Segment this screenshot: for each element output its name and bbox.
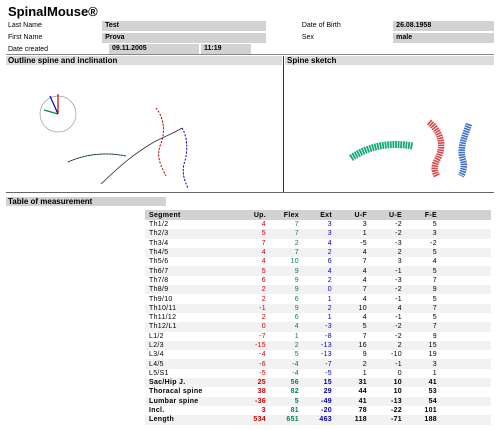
table-row bbox=[145, 257, 491, 266]
outline-section-title: Outline spine and inclination bbox=[6, 56, 282, 65]
cell-segment: Thoracal spine bbox=[149, 388, 203, 396]
panel-divider bbox=[283, 56, 284, 192]
header-ext: Ext bbox=[320, 211, 332, 219]
cell-f-e: 5 bbox=[432, 267, 437, 275]
info-row-3 bbox=[6, 44, 494, 55]
cell-ext: 15 bbox=[323, 379, 332, 387]
outline-spine-drawing bbox=[6, 66, 282, 191]
cell-u-f: 41 bbox=[358, 397, 367, 405]
table-row bbox=[145, 350, 491, 359]
cell-ext: -8 bbox=[325, 332, 332, 340]
cell-flex: 2 bbox=[294, 342, 299, 349]
dob-label: Date of Birth bbox=[301, 22, 341, 29]
table-row bbox=[145, 387, 491, 396]
table-row bbox=[145, 276, 491, 285]
cell-u-f: 5 bbox=[362, 323, 367, 331]
cell-ext: 463 bbox=[319, 416, 332, 424]
cell-up: 7 bbox=[261, 239, 266, 247]
header-u-f: U-F bbox=[354, 211, 367, 219]
cell-f-e: -2 bbox=[430, 239, 437, 247]
table-section-title: Table of measurement bbox=[6, 197, 166, 206]
cell-flex: 81 bbox=[290, 407, 299, 415]
table-row bbox=[145, 415, 491, 424]
cell-f-e: 4 bbox=[432, 258, 437, 266]
cell-ext: 1 bbox=[327, 295, 332, 303]
cell-u-f: -5 bbox=[360, 239, 367, 247]
cell-ext: -49 bbox=[320, 397, 332, 405]
cell-u-e: -1 bbox=[395, 267, 402, 275]
cell-ext: 3 bbox=[327, 221, 332, 229]
header-f-e: F-E bbox=[424, 211, 437, 219]
table-row bbox=[145, 248, 491, 257]
cell-up: 5 bbox=[261, 267, 266, 275]
cell-u-e: 0 bbox=[397, 369, 402, 377]
cell-flex: 2 bbox=[294, 239, 299, 247]
cell-u-e: 4 bbox=[397, 304, 402, 312]
cell-segment: Lumbar spine bbox=[149, 397, 199, 405]
cell-up: 4 bbox=[261, 249, 266, 257]
cell-flex: 7 bbox=[294, 230, 299, 238]
cell-flex: 9 bbox=[294, 304, 299, 312]
date-created-label: Date created bbox=[8, 45, 49, 53]
cell-ext: 2 bbox=[327, 276, 332, 284]
cell-u-f: 118 bbox=[354, 416, 367, 424]
cell-ext: -13 bbox=[320, 342, 332, 349]
cell-segment: Th4/5 bbox=[149, 249, 169, 257]
cell-u-e: 10 bbox=[393, 388, 402, 396]
cell-u-f: 7 bbox=[362, 286, 367, 294]
cell-up: 2 bbox=[261, 286, 266, 294]
cell-up: 25 bbox=[257, 379, 266, 387]
cell-f-e: 9 bbox=[432, 332, 437, 340]
table-row bbox=[145, 285, 491, 294]
cell-f-e: 41 bbox=[428, 379, 437, 387]
table-row bbox=[145, 369, 491, 378]
cell-ext: -3 bbox=[325, 323, 332, 331]
cell-f-e: 7 bbox=[432, 323, 437, 331]
inclination-indicator bbox=[40, 94, 76, 132]
cell-u-e: 2 bbox=[397, 342, 402, 349]
cell-u-f: 3 bbox=[362, 221, 367, 229]
cell-f-e: 54 bbox=[428, 397, 437, 405]
cell-ext: -20 bbox=[320, 407, 332, 415]
cell-up: -1 bbox=[259, 304, 266, 312]
cell-flex: 1 bbox=[294, 332, 299, 340]
sketch-ext-spine bbox=[461, 124, 469, 176]
cell-u-f: 44 bbox=[358, 388, 367, 396]
cell-f-e: 7 bbox=[432, 304, 437, 312]
table-row bbox=[145, 322, 491, 331]
cell-segment: L2/3 bbox=[149, 342, 164, 349]
cell-u-e: 2 bbox=[397, 249, 402, 257]
date-created-value: 09.11.2005 bbox=[109, 44, 199, 54]
cell-ext: 2 bbox=[327, 249, 332, 257]
cell-u-e: -2 bbox=[395, 286, 402, 294]
cell-ext: 4 bbox=[327, 239, 332, 247]
cell-up: -6 bbox=[259, 360, 266, 368]
inclination-ext-line bbox=[50, 96, 58, 114]
cell-f-e: 101 bbox=[424, 407, 437, 415]
outline-mid-curve bbox=[101, 128, 182, 184]
cell-u-e: -2 bbox=[395, 332, 402, 340]
cell-f-e: 188 bbox=[424, 416, 437, 424]
cell-ext: -5 bbox=[325, 369, 332, 377]
cell-segment: Th11/12 bbox=[149, 314, 177, 322]
cell-flex: 651 bbox=[286, 416, 299, 424]
table-row bbox=[145, 239, 491, 248]
cell-u-f: 7 bbox=[362, 332, 367, 340]
cell-up: -36 bbox=[254, 397, 266, 405]
cell-f-e: 5 bbox=[432, 221, 437, 229]
cell-flex: 9 bbox=[294, 276, 299, 284]
cell-u-e: -10 bbox=[390, 351, 402, 359]
cell-u-f: 4 bbox=[362, 249, 367, 257]
cell-flex: 9 bbox=[294, 286, 299, 294]
cell-f-e: 3 bbox=[432, 230, 437, 238]
cell-up: 534 bbox=[253, 416, 266, 424]
cell-flex: -4 bbox=[292, 360, 299, 368]
cell-up: 6 bbox=[261, 276, 266, 284]
info-row-2 bbox=[6, 32, 494, 43]
cell-u-e: -2 bbox=[395, 323, 402, 331]
cell-flex: 10 bbox=[290, 258, 299, 266]
first-name-value: Prova bbox=[102, 33, 266, 43]
cell-ext: -7 bbox=[325, 360, 332, 368]
table-row bbox=[145, 378, 491, 387]
cell-flex: 5 bbox=[294, 351, 299, 359]
cell-u-f: 9 bbox=[362, 351, 367, 359]
table-row bbox=[145, 406, 491, 415]
outline-ext-dots bbox=[182, 128, 188, 188]
sketch-flex-spine bbox=[351, 145, 413, 159]
cell-u-f: 78 bbox=[358, 407, 367, 415]
cell-up: 2 bbox=[261, 295, 266, 303]
cell-ext: 1 bbox=[327, 314, 332, 322]
cell-up: -5 bbox=[259, 369, 266, 377]
cell-u-e: -1 bbox=[395, 295, 402, 303]
header-up: Up. bbox=[253, 211, 266, 219]
last-name-label: Last Name bbox=[8, 22, 42, 29]
cell-f-e: 7 bbox=[432, 276, 437, 284]
cell-up: 5 bbox=[261, 230, 266, 238]
cell-segment: Th7/8 bbox=[149, 276, 169, 284]
spine-sketch-drawing bbox=[285, 66, 494, 191]
cell-segment: Th5/6 bbox=[149, 258, 169, 266]
cell-flex: 56 bbox=[290, 379, 299, 387]
cell-segment: L1/2 bbox=[149, 332, 164, 340]
time-created-value: 11:19 bbox=[201, 44, 251, 54]
cell-up: -4 bbox=[259, 351, 266, 359]
sketch-section-title: Spine sketch bbox=[285, 56, 494, 65]
cell-ext: 4 bbox=[327, 267, 332, 275]
cell-ext: 6 bbox=[327, 258, 332, 266]
cell-f-e: 53 bbox=[428, 388, 437, 396]
cell-up: 38 bbox=[257, 388, 266, 396]
cell-u-e: -2 bbox=[395, 221, 402, 229]
first-name-label: First Name bbox=[8, 34, 43, 41]
info-row-1 bbox=[6, 20, 494, 31]
cell-segment: Th3/4 bbox=[149, 239, 169, 247]
cell-segment: L3/4 bbox=[149, 351, 164, 359]
cell-u-f: 4 bbox=[362, 295, 367, 303]
cell-u-e: -3 bbox=[395, 276, 402, 284]
cell-segment: Sac/Hip J. bbox=[149, 379, 186, 387]
cell-segment: Th8/9 bbox=[149, 286, 169, 294]
cell-u-e: 10 bbox=[393, 379, 402, 387]
sex-value: male bbox=[393, 33, 494, 43]
app-title: SpinalMouse® bbox=[8, 4, 98, 19]
cell-u-f: 4 bbox=[362, 267, 367, 275]
cell-segment: L5/S1 bbox=[149, 369, 169, 377]
cell-u-e: -71 bbox=[390, 416, 402, 424]
table-row bbox=[145, 359, 491, 368]
cell-segment: Incl. bbox=[149, 407, 165, 415]
cell-f-e: 5 bbox=[432, 295, 437, 303]
cell-flex: 82 bbox=[290, 388, 299, 396]
table-row bbox=[145, 332, 491, 341]
dob-value: 26.08.1958 bbox=[393, 21, 494, 31]
table-row bbox=[145, 313, 491, 322]
cell-ext: 3 bbox=[327, 230, 332, 238]
cell-segment: Th12/L1 bbox=[149, 323, 177, 331]
cell-flex: 9 bbox=[294, 267, 299, 275]
cell-segment: Th2/3 bbox=[149, 230, 169, 238]
cell-f-e: 9 bbox=[432, 286, 437, 294]
cell-u-e: -1 bbox=[395, 314, 402, 322]
table-row bbox=[145, 341, 491, 350]
table-row bbox=[145, 220, 491, 229]
sex-label: Sex bbox=[301, 34, 314, 41]
cell-u-f: 16 bbox=[358, 342, 367, 349]
cell-flex: 7 bbox=[294, 221, 299, 229]
cell-ext: 2 bbox=[327, 304, 332, 312]
cell-u-f: 4 bbox=[362, 276, 367, 284]
panel-bottom-line bbox=[6, 192, 494, 193]
cell-u-f: 4 bbox=[362, 314, 367, 322]
patient-info bbox=[6, 20, 494, 55]
cell-up: 4 bbox=[261, 258, 266, 266]
cell-u-f: 2 bbox=[362, 360, 367, 368]
cell-segment: Th10/11 bbox=[149, 304, 177, 312]
cell-f-e: 1 bbox=[432, 369, 437, 377]
measurement-table bbox=[145, 210, 491, 425]
cell-f-e: 5 bbox=[432, 249, 437, 257]
table-row bbox=[145, 304, 491, 313]
cell-f-e: 19 bbox=[428, 351, 437, 359]
cell-u-e: -22 bbox=[390, 407, 402, 415]
cell-u-f: 31 bbox=[358, 379, 367, 387]
cell-up: -7 bbox=[259, 332, 266, 340]
table-row bbox=[145, 294, 491, 303]
header-segment: Segment bbox=[149, 211, 181, 219]
cell-u-e: -13 bbox=[390, 397, 402, 405]
cell-flex: 7 bbox=[294, 249, 299, 257]
cell-flex: 6 bbox=[294, 314, 299, 322]
cell-up: 0 bbox=[261, 323, 266, 331]
cell-flex: 4 bbox=[294, 323, 299, 331]
cell-u-e: -1 bbox=[395, 360, 402, 368]
cell-f-e: 5 bbox=[432, 314, 437, 322]
cell-segment: Length bbox=[149, 416, 175, 424]
table-row bbox=[145, 266, 491, 275]
cell-up: 3 bbox=[261, 407, 266, 415]
last-name-value: Test bbox=[102, 21, 266, 31]
cell-segment: Th9/10 bbox=[149, 295, 173, 303]
cell-up: -15 bbox=[254, 342, 266, 349]
table-row bbox=[145, 397, 491, 406]
outline-flex-curve bbox=[68, 154, 126, 162]
cell-ext: 0 bbox=[327, 286, 332, 294]
cell-ext: 29 bbox=[323, 388, 332, 396]
cell-segment: Th1/2 bbox=[149, 221, 169, 229]
cell-u-e: -2 bbox=[395, 230, 402, 238]
cell-u-f: 10 bbox=[358, 304, 367, 312]
cell-u-e: -3 bbox=[395, 239, 402, 247]
table-header bbox=[145, 210, 491, 220]
header-flex: Flex bbox=[283, 211, 299, 219]
cell-up: 4 bbox=[261, 221, 266, 229]
cell-u-f: 1 bbox=[362, 369, 367, 377]
cell-flex: 6 bbox=[294, 295, 299, 303]
sketch-upright-spine bbox=[429, 122, 441, 176]
cell-u-f: 7 bbox=[362, 258, 367, 266]
cell-ext: -13 bbox=[320, 351, 332, 359]
outline-ext-curve bbox=[182, 128, 188, 188]
table-row bbox=[145, 229, 491, 238]
table-body bbox=[145, 220, 491, 425]
cell-segment: Th6/7 bbox=[149, 267, 169, 275]
cell-up: 2 bbox=[261, 314, 266, 322]
cell-segment: L4/5 bbox=[149, 360, 164, 368]
outline-flex-curve-dark bbox=[68, 154, 126, 162]
cell-f-e: 3 bbox=[432, 360, 437, 368]
cell-flex: 5 bbox=[294, 397, 299, 405]
header-u-e: U-E bbox=[389, 211, 402, 219]
cell-u-e: 3 bbox=[397, 258, 402, 266]
cell-f-e: 15 bbox=[428, 342, 437, 349]
cell-u-f: 1 bbox=[362, 230, 367, 238]
cell-flex: -4 bbox=[292, 369, 299, 377]
